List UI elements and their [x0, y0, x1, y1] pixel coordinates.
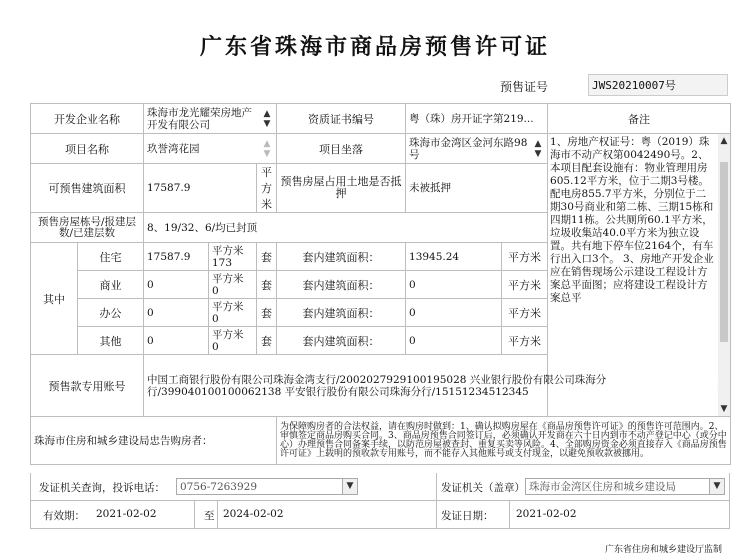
authority-label: 发证机关（盖章） — [441, 482, 525, 494]
area-unit: 平方米 — [212, 328, 244, 341]
validity-to-label: 至 — [204, 510, 215, 522]
count-unit: 套 — [257, 299, 277, 327]
inner-area-label: 套内建筑面积： — [277, 271, 406, 299]
chevron-up-icon[interactable]: ▲ — [534, 138, 542, 149]
count-unit: 套 — [257, 271, 277, 299]
qualification-label: 资质证书编号 — [277, 104, 406, 134]
developer-scroll-arrows[interactable] — [261, 109, 273, 129]
inner-area-value: 13945.24 — [406, 243, 502, 271]
inner-area-label: 套内建筑面积： — [277, 327, 406, 355]
project-name-field[interactable] — [144, 134, 277, 164]
inner-area-unit: 平方米 — [502, 271, 548, 299]
chevron-down-icon[interactable]: ▼ — [263, 118, 271, 129]
chevron-down-icon[interactable]: ▼ — [342, 479, 357, 494]
issue-date-value: 2021-02-02 — [516, 508, 577, 520]
authority-value: 珠海市金湾区住房和城乡建设局 — [529, 481, 676, 493]
area-unit: 平方米 — [212, 244, 244, 257]
buildings-label: 预售房屋栋号/报建层数/已建层数 — [31, 213, 144, 243]
location-value: 珠海市金湾区金河东路98号 — [409, 136, 528, 161]
validity-from: 2021-02-02 — [96, 508, 157, 520]
remarks-label: 备注 — [548, 104, 731, 134]
breakdown-area: 0 — [144, 299, 209, 327]
inner-area-unit: 平方米 — [502, 299, 548, 327]
chevron-down-icon[interactable]: ▼ — [709, 479, 724, 494]
validity-label: 有效期： — [43, 510, 85, 522]
among-label: 其中 — [31, 243, 78, 355]
breakdown-area-unit-count — [209, 299, 257, 327]
land-mortgage-label: 预售房屋占用土地是否抵押 — [277, 164, 406, 213]
hotline-value: 0756-7263929 — [180, 480, 258, 493]
land-mortgage-value: 未被抵押 — [406, 164, 548, 213]
breakdown-type: 其他 — [78, 327, 144, 355]
location-field[interactable] — [406, 134, 548, 164]
count-unit: 套 — [257, 243, 277, 271]
remarks-text: 1、房地产权证号：粤（2019）珠海市不动产权第0042490号。2、本项目配套设施有：物业管理用房605.12平方米，位于二期3号楼。配电房855.7平方米，分别位于二期30号商业和第二栋、三期15栋和四期11栋。公共厕所60.1平方米，垃圾收集站40.0平方米为独立设置。共有地下停车位2164个，有车行出入口3个。 3、房地产开发企业应在销售现场公示建设工程设计方案总平面图；应将建设工程设计方案总平 — [550, 136, 714, 304]
area-unit: 平方米 — [212, 300, 244, 313]
breakdown-type: 办公 — [78, 299, 144, 327]
permit-number-label: 预售证号 — [500, 80, 549, 94]
validity-to: 2024-02-02 — [223, 508, 284, 520]
location-scroll-arrows[interactable] — [532, 139, 544, 159]
unit-count: 0 — [212, 284, 219, 297]
area-value: 17587.9 — [144, 164, 257, 213]
inner-area-value: 0 — [406, 299, 502, 327]
breakdown-type: 住宅 — [78, 243, 144, 271]
breakdown-area-unit-count — [209, 327, 257, 355]
breakdown-area: 0 — [144, 271, 209, 299]
permit-number-field[interactable]: JWS20210007号 — [588, 74, 728, 96]
unit-count: 0 — [212, 312, 219, 325]
chevron-up-icon[interactable]: ▲ — [720, 136, 728, 146]
area-unit: 平方米 — [212, 272, 244, 285]
authority-select[interactable] — [525, 478, 725, 495]
buildings-value: 8、19/32、6/均已封顶 — [144, 213, 548, 243]
breakdown-area: 0 — [144, 327, 209, 355]
scroll-thumb[interactable] — [720, 162, 728, 342]
developer-field[interactable] — [144, 104, 277, 134]
chevron-down-icon[interactable]: ▼ — [534, 148, 542, 159]
inner-area-label: 套内建筑面积： — [277, 299, 406, 327]
project-name-label: 项目名称 — [31, 134, 144, 164]
inner-area-unit: 平方米 — [502, 327, 548, 355]
area-unit: 平方米 — [257, 164, 277, 213]
permit-table — [30, 103, 731, 465]
hotline-select[interactable] — [176, 478, 358, 495]
unit-count: 173 — [212, 256, 233, 269]
count-unit: 套 — [257, 327, 277, 355]
hotline-row — [30, 473, 730, 501]
page-title: 广东省珠海市商品房预售许可证 — [199, 34, 550, 60]
project-name-scroll-arrows[interactable] — [261, 139, 273, 159]
unit-count: 0 — [212, 340, 219, 353]
qualification-field[interactable]: 粤（珠）房开证字第219... — [406, 104, 548, 134]
developer-value: 珠海市龙光耀荣房地产开发有限公司 — [147, 106, 252, 131]
developer-label: 开发企业名称 — [31, 104, 144, 134]
footer-supervisor: 广东省住房和城乡建设厅监制 — [604, 545, 722, 555]
notice-text: 为保障购房者的合法权益，请在购房时做到：1、确认拟购房屋在《商品房预售许可证》的预售许可范围内。2、审慎签定商品房购买合同。3、商品房预售合同签订后，必须确认开发商在六十日内到市不动产登记中心（或分中心）办理预售合同备案手续，以防范房屋被查封、重复买卖等风险。4、全部购房资金必须直接存入《商品房预售许可证》上载明的预收款专用账号，而不能存入其他账号或支付现金，以避免预收款被挪用。 — [277, 417, 731, 465]
chevron-down-icon[interactable]: ▼ — [720, 404, 728, 414]
accounts-label: 预售款专用账号 — [31, 355, 144, 417]
chevron-down-icon[interactable]: ▼ — [263, 148, 271, 159]
accounts-value: 中国工商银行股份有限公司珠海金湾支行/2002027929100195028 兴业银行股份有限公司珠海分行/399040100100062138 平安银行股份有限公司珠海分行/15151234512345 — [147, 373, 607, 398]
inner-area-value: 0 — [406, 327, 502, 355]
breakdown-area-unit-count — [209, 271, 257, 299]
hotline-label: 发证机关查询，投诉电话： — [39, 482, 165, 494]
inner-area-unit: 平方米 — [502, 243, 548, 271]
breakdown-area-unit-count — [209, 243, 257, 271]
project-name-value: 玖誉湾花园 — [147, 142, 200, 155]
remarks-scrollbar[interactable] — [718, 134, 730, 416]
inner-area-label: 套内建筑面积： — [277, 243, 406, 271]
breakdown-area: 17587.9 — [144, 243, 209, 271]
chevron-up-icon[interactable]: ▲ — [263, 138, 271, 149]
chevron-up-icon[interactable]: ▲ — [263, 108, 271, 119]
issue-date-label: 发证日期： — [441, 510, 494, 522]
notice-label: 珠海市住房和城乡建设局忠告购房者： — [31, 417, 277, 465]
location-label: 项目坐落 — [277, 134, 406, 164]
breakdown-type: 商业 — [78, 271, 144, 299]
validity-row — [30, 501, 730, 529]
remarks-field[interactable] — [548, 134, 731, 417]
area-label: 可预售建筑面积 — [31, 164, 144, 213]
inner-area-value: 0 — [406, 271, 502, 299]
